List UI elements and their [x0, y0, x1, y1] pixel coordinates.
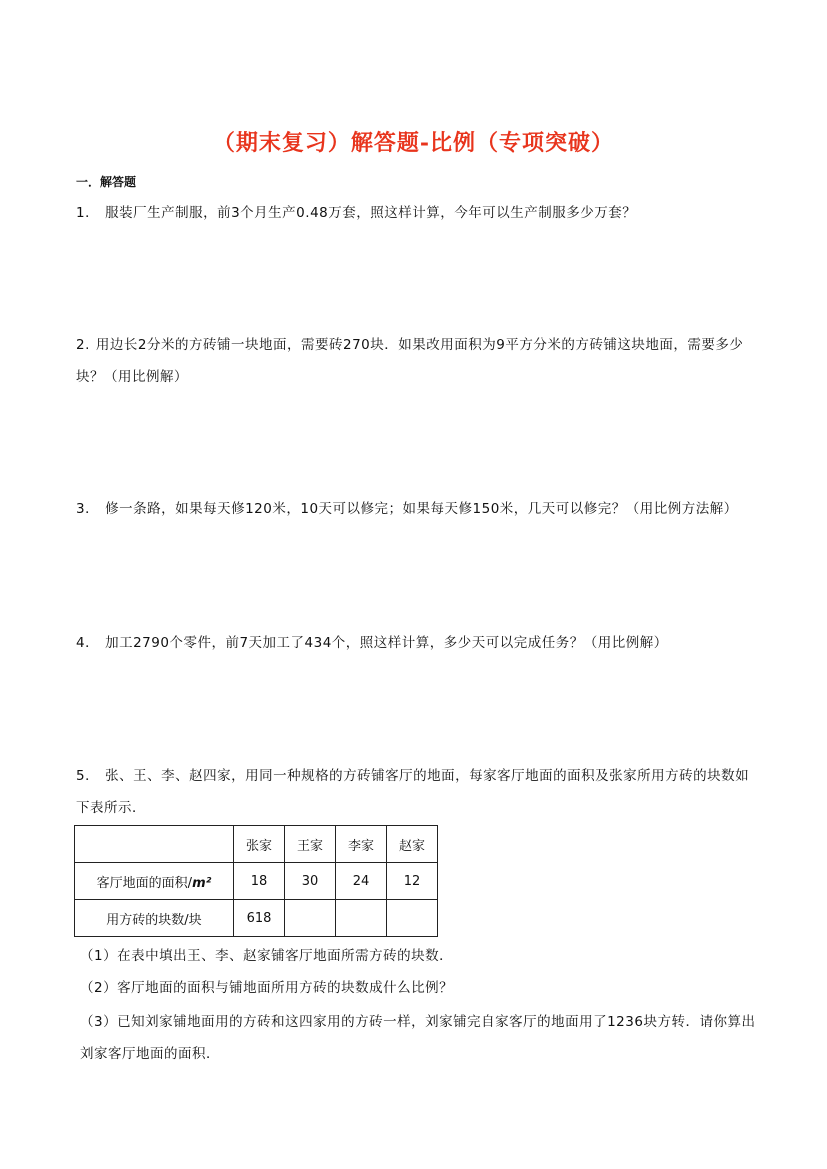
subquestion-2: （2）客厅地面的面积与铺地面所用方砖的块数成什么比例？	[80, 980, 454, 996]
data-table	[74, 825, 438, 937]
question-text: 张、王、李、赵四家，用同一种规格的方砖铺客厅的地面，每家客厅地面的面积及张家所用方砖的块数如下表所示．	[76, 768, 750, 816]
page-title: （期末复习）解答题-比例（专项突破）	[212, 130, 615, 156]
table-cell: 24	[336, 863, 387, 900]
subquestion-3: （3）已知刘家铺地面用的方砖和这四家用的方砖一样，刘家铺完自家客厅的地面用了1236块方转．请你算出刘家客厅地面的面积．	[80, 1014, 756, 1062]
table-cell: 18	[234, 863, 285, 900]
table-header-cell: 张家	[234, 826, 285, 863]
question-text: 加工2790个零件，前7天加工了434个，照这样计算，多少天可以完成任务？（用比例解）	[105, 635, 668, 651]
area-unit: m²	[192, 875, 212, 891]
table-cell	[387, 900, 438, 937]
question-number: 4．	[76, 635, 100, 651]
table-row	[75, 900, 438, 937]
question-3	[76, 493, 756, 525]
question-text: 修一条路，如果每天修120米，10天可以修完；如果每天修150米，几天可以修完？（用比例方法解）	[105, 501, 738, 517]
section-heading: 一．解答题	[76, 175, 137, 189]
question-1	[76, 197, 756, 229]
question-5	[76, 760, 756, 824]
question-number: 2.	[76, 337, 90, 353]
question-text: 用边长2分米的方砖铺一块地面，需要砖270块．如果改用面积为9平方分米的方砖铺这块地面，需要多少块？（用比例解）	[76, 337, 744, 385]
table-cell	[285, 900, 336, 937]
table-cell: 618	[234, 900, 285, 937]
table-header-cell: 赵家	[387, 826, 438, 863]
question-number: 1．	[76, 205, 100, 221]
table-header-cell: 王家	[285, 826, 336, 863]
row-label-text: 客厅地面的面积/	[96, 875, 193, 891]
table-cell	[336, 900, 387, 937]
table-cell	[75, 826, 234, 863]
table-header-cell: 李家	[336, 826, 387, 863]
table-header-row	[75, 826, 438, 863]
question-number: 5．	[76, 768, 100, 784]
table-row	[75, 863, 438, 900]
subquestion-1: （1）在表中填出王、李、赵家铺客厅地面所需方砖的块数．	[80, 948, 454, 964]
row-label	[75, 863, 234, 900]
question-text: 服装厂生产制服，前3个月生产0.48万套，照这样计算，今年可以生产制服多少万套？	[105, 205, 637, 221]
question-number: 3．	[76, 501, 100, 517]
row-label: 用方砖的块数/块	[75, 900, 234, 937]
question-2	[76, 329, 756, 393]
table-cell: 12	[387, 863, 438, 900]
table-cell: 30	[285, 863, 336, 900]
question-4	[76, 627, 756, 659]
